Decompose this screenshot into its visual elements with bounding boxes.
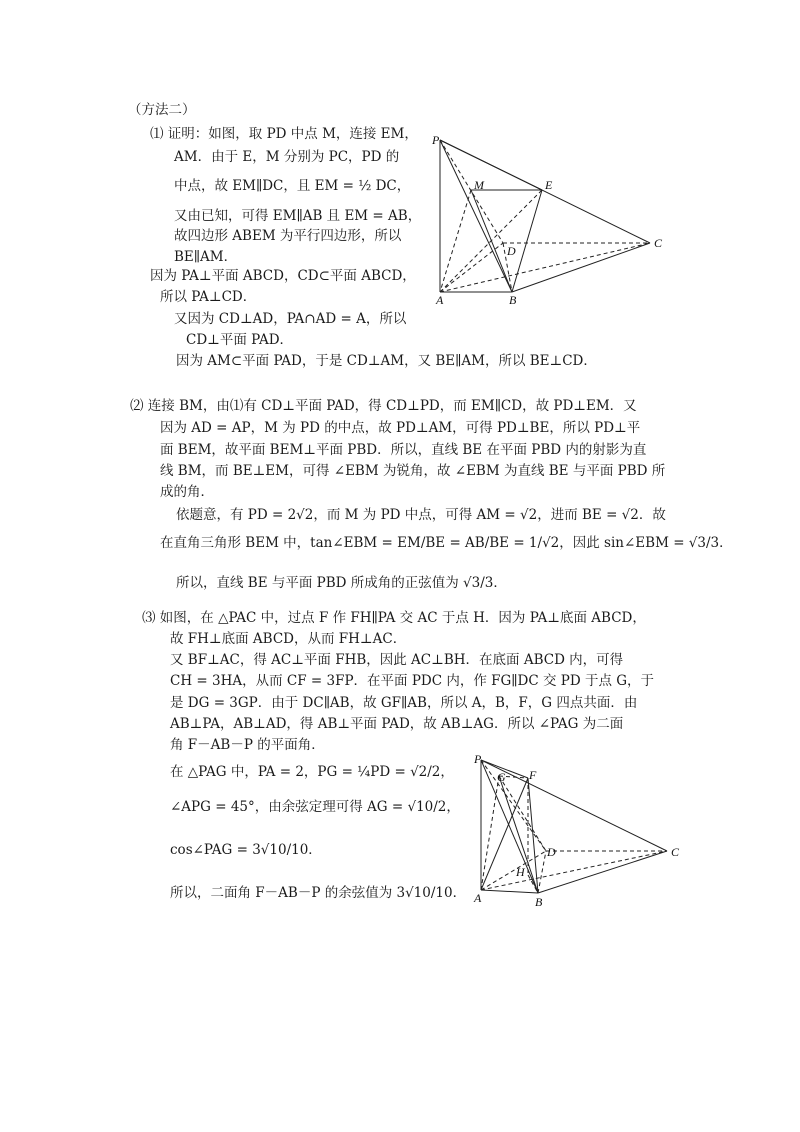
- part3-line: 在 △PAG 中，PA = 2，PG = ¼PD = √2/2，: [170, 764, 454, 780]
- part2-line: 在直角三角形 BEM 中，tan∠EBM = EM/BE = AB/BE = 1/√2，因此 sin∠EBM = √3/3．: [160, 535, 733, 551]
- part3-line: ∠APG = 45°，由余弦定理可得 AG = √10/2，: [170, 799, 460, 815]
- part1-line: 所以 PA⊥CD．: [160, 289, 257, 305]
- figure-2-pyramid: [468, 750, 690, 910]
- part3-line: 是 DG = 3GP．由于 DC∥AB，故 GF∥AB，所以 A，B，F，G 四点共面．由: [170, 695, 638, 711]
- part3-line: 角 F－AB－P 的平面角．: [170, 737, 325, 753]
- fig1-label-e: E: [545, 178, 553, 192]
- fig1-label-m: M: [474, 178, 484, 192]
- part2-line: 因为 AD = AP，M 为 PD 的中点，故 PD⊥AM，可得 PD⊥BE，所以 PD⊥平: [160, 420, 641, 436]
- part2-line: 依题意，有 PD = 2√2，而 M 为 PD 中点，可得 AM = √2，进而 BE = √2．故: [176, 507, 666, 523]
- part2-line: 面 BEM，故平面 BEM⊥平面 PBD．所以，直线 BE 在平面 PBD 内的射影为直: [160, 442, 647, 458]
- part2-line: 线 BM，而 BE⊥EM，可得 ∠EBM 为锐角，故 ∠EBM 为直线 BE 与平面 PBD 所: [160, 463, 666, 479]
- fig1-label-b: B: [509, 293, 517, 307]
- fig2-label-b: B: [535, 895, 543, 909]
- part3-line: 所以，二面角 F－AB－P 的余弦值为 3√10/10．: [170, 885, 467, 901]
- fig2-label-f: F: [529, 768, 537, 782]
- method-title: （方法二）: [128, 102, 196, 118]
- fig1-label-d: D: [507, 244, 516, 258]
- figure-1-pyramid: [428, 128, 668, 308]
- fig2-label-h: H: [516, 865, 525, 879]
- part2-line: 所以，直线 BE 与平面 PBD 所成角的正弦值为 √3/3．: [176, 575, 507, 591]
- fig2-label-p: P: [474, 752, 482, 766]
- part3-line: ⑶ 如图，在 △PAC 中，过点 F 作 FH∥PA 交 AC 于点 H．因为 PA⊥底面 ABCD，: [142, 610, 646, 626]
- part3-line: CH = 3HA，从而 CF = 3FP．在平面 PDC 内，作 FG∥DC 交 PD 于点 G，于: [170, 673, 655, 689]
- part1-line: 又因为 CD⊥AD，PA∩AD = A，所以: [174, 311, 407, 327]
- part1-line: 故四边形 ABEM 为平行四边形，所以: [174, 228, 402, 244]
- part2-line: 成的角．: [160, 484, 214, 500]
- part3-line: 又 BF⊥AC，得 AC⊥平面 FHB，因此 AC⊥BH．在底面 ABCD 内，可得: [170, 652, 624, 668]
- part2-line: ⑵ 连接 BM，由⑴有 CD⊥平面 PAD，得 CD⊥PD，而 EM∥CD，故 PD⊥EM．又: [130, 398, 637, 414]
- part1-line: 中点，故 EM∥DC，且 EM = ½ DC，: [174, 178, 411, 194]
- fig2-label-g: G: [497, 770, 506, 784]
- fig2-label-d: D: [547, 845, 556, 859]
- part1-line: 因为 AM⊂平面 PAD，于是 CD⊥AM，又 BE∥AM，所以 BE⊥CD．: [176, 353, 597, 369]
- part1-line: 又由已知，可得 EM∥AB 且 EM = AB，: [174, 208, 422, 224]
- part3-line: 故 FH⊥底面 ABCD，从而 FH⊥AC．: [170, 631, 407, 647]
- fig1-label-p: P: [432, 133, 440, 147]
- part1-line: ⑴ 证明：如图，取 PD 中点 M，连接 EM，: [150, 126, 418, 142]
- fig1-label-c: C: [654, 236, 663, 250]
- part1-line: BE∥AM．: [174, 249, 238, 265]
- fig2-label-c: C: [671, 845, 680, 859]
- part3-line: cos∠PAG = 3√10/10．: [170, 842, 322, 858]
- part1-line: 因为 PA⊥平面 ABCD，CD⊂平面 ABCD，: [150, 268, 416, 284]
- fig2-label-a: A: [474, 891, 482, 905]
- part3-line: AB⊥PA，AB⊥AD，得 AB⊥平面 PAD，故 AB⊥AG．所以 ∠PAG 为二面: [170, 716, 624, 732]
- fig1-label-a: A: [436, 293, 444, 307]
- part1-line: AM．由于 E，M 分别为 PC，PD 的: [174, 149, 400, 165]
- part1-line: CD⊥平面 PAD．: [186, 332, 294, 348]
